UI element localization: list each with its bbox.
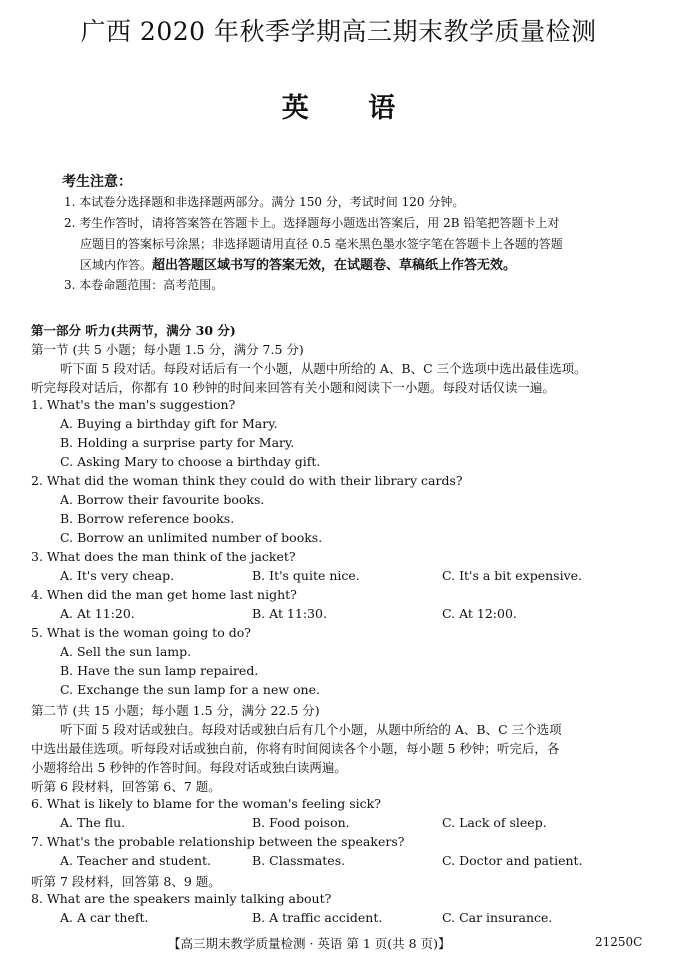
question-stem: 7. What's the probable relationship between the speakers? bbox=[31, 834, 405, 849]
notice-item: 区域内作答。 bbox=[80, 258, 153, 272]
notice-item: 2. 考生作答时，请将答案答在答题卡上。选择题每小题选出答案后，用 2B 铅笔把答题卡上对 bbox=[64, 216, 560, 230]
exam-title: 广西 2020 年秋季学期高三期末教学质量检测 bbox=[80, 17, 597, 46]
option-c: C. Doctor and patient. bbox=[442, 853, 583, 868]
option-b: B. Food poison. bbox=[252, 815, 350, 830]
option-b: B. Holding a surprise party for Mary. bbox=[60, 435, 295, 450]
notice-heading: 考生注意： bbox=[62, 174, 132, 190]
notice-line bbox=[80, 254, 516, 273]
notice-warning: 超出答题区域书写的答案无效，在试题卷、草稿纸上作答无效。 bbox=[152, 258, 517, 273]
option-c: C. Car insurance. bbox=[442, 910, 553, 925]
question-stem: 3. What does the man think of the jacket? bbox=[31, 549, 296, 564]
notice-item: 1. 本试卷分选择题和非选择题两部分。满分 150 分，考试时间 120 分钟。 bbox=[64, 195, 465, 209]
instruction-text: 小题将给出 5 秒钟的作答时间。每段对话或独白读两遍。 bbox=[31, 760, 347, 775]
option-b: B. Have the sun lamp repaired. bbox=[60, 663, 259, 678]
option-b: B. It's quite nice. bbox=[252, 568, 360, 583]
option-a: A. At 11:20. bbox=[60, 606, 135, 621]
option-b: B. Borrow reference books. bbox=[60, 511, 235, 526]
material-note: 听第 7 段材料，回答第 8、9 题。 bbox=[31, 874, 221, 889]
option-c: C. At 12:00. bbox=[442, 606, 517, 621]
option-a: A. Teacher and student. bbox=[60, 853, 212, 868]
option-b: B. Classmates. bbox=[252, 853, 346, 868]
option-a: A. Sell the sun lamp. bbox=[60, 644, 192, 659]
instruction-text: 听完每段对话后，你都有 10 秒钟的时间来回答有关小题和阅读下一小题。每段对话仅读一遍。 bbox=[31, 380, 555, 395]
option-b: B. A traffic accident. bbox=[252, 910, 383, 925]
instruction-text: 听下面 5 段对话或独白。每段对话或独白后有几个小题，从题中所给的 A、B、C 三个选项 bbox=[60, 722, 562, 737]
instruction-text: 中选出最佳选项。听每段对话或独白前，你将有时间阅读各个小题，每小题 5 秒钟；听完后，各 bbox=[31, 741, 560, 756]
option-b: B. At 11:30. bbox=[252, 606, 327, 621]
section-heading: 第二节 (共 15 小题；每小题 1.5 分，满分 22.5 分) bbox=[31, 703, 320, 718]
option-a: A. It's very cheap. bbox=[60, 568, 175, 583]
question-stem: 4. When did the man get home last night? bbox=[31, 587, 297, 602]
notice-item: 应题目的答案标号涂黑；非选择题请用直径 0.5 毫米黑色墨水签字笔在答题卡上各题的答题 bbox=[80, 237, 563, 251]
option-a: A. Buying a birthday gift for Mary. bbox=[60, 416, 278, 431]
option-c: C. Asking Mary to choose a birthday gift. bbox=[60, 454, 321, 469]
instruction-text: 听下面 5 段对话。每段对话后有一个小题，从题中所给的 A、B、C 三个选项中选出最佳选项。 bbox=[60, 361, 587, 376]
part-heading: 第一部分 听力(共两节，满分 30 分) bbox=[31, 323, 236, 338]
subject-title: 英 语 bbox=[281, 93, 396, 124]
question-stem: 8. What are the speakers mainly talking about? bbox=[31, 891, 332, 906]
option-c: C. Borrow an unlimited number of books. bbox=[60, 530, 323, 545]
material-note: 听第 6 段材料，回答第 6、7 题。 bbox=[31, 779, 221, 794]
question-stem: 5. What is the woman going to do? bbox=[31, 625, 251, 640]
question-stem: 1. What's the man's suggestion? bbox=[31, 397, 236, 412]
exam-code: 21250C bbox=[595, 935, 643, 949]
question-stem: 2. What did the woman think they could do with their library cards? bbox=[31, 473, 463, 488]
option-a: A. The flu. bbox=[60, 815, 126, 830]
notice-item: 3. 本卷命题范围：高考范围。 bbox=[64, 278, 224, 292]
option-c: C. It's a bit expensive. bbox=[442, 568, 583, 583]
option-a: A. A car theft. bbox=[60, 910, 149, 925]
page-footer: 【高三期末教学质量检测 · 英语 第 1 页(共 8 页)】 bbox=[168, 936, 451, 951]
option-a: A. Borrow their favourite books. bbox=[60, 492, 265, 507]
option-c: C. Lack of sleep. bbox=[442, 815, 547, 830]
section-heading: 第一节 (共 5 小题；每小题 1.5 分，满分 7.5 分) bbox=[31, 342, 304, 357]
option-c: C. Exchange the sun lamp for a new one. bbox=[60, 682, 320, 697]
question-stem: 6. What is likely to blame for the woman's feeling sick? bbox=[31, 796, 381, 811]
